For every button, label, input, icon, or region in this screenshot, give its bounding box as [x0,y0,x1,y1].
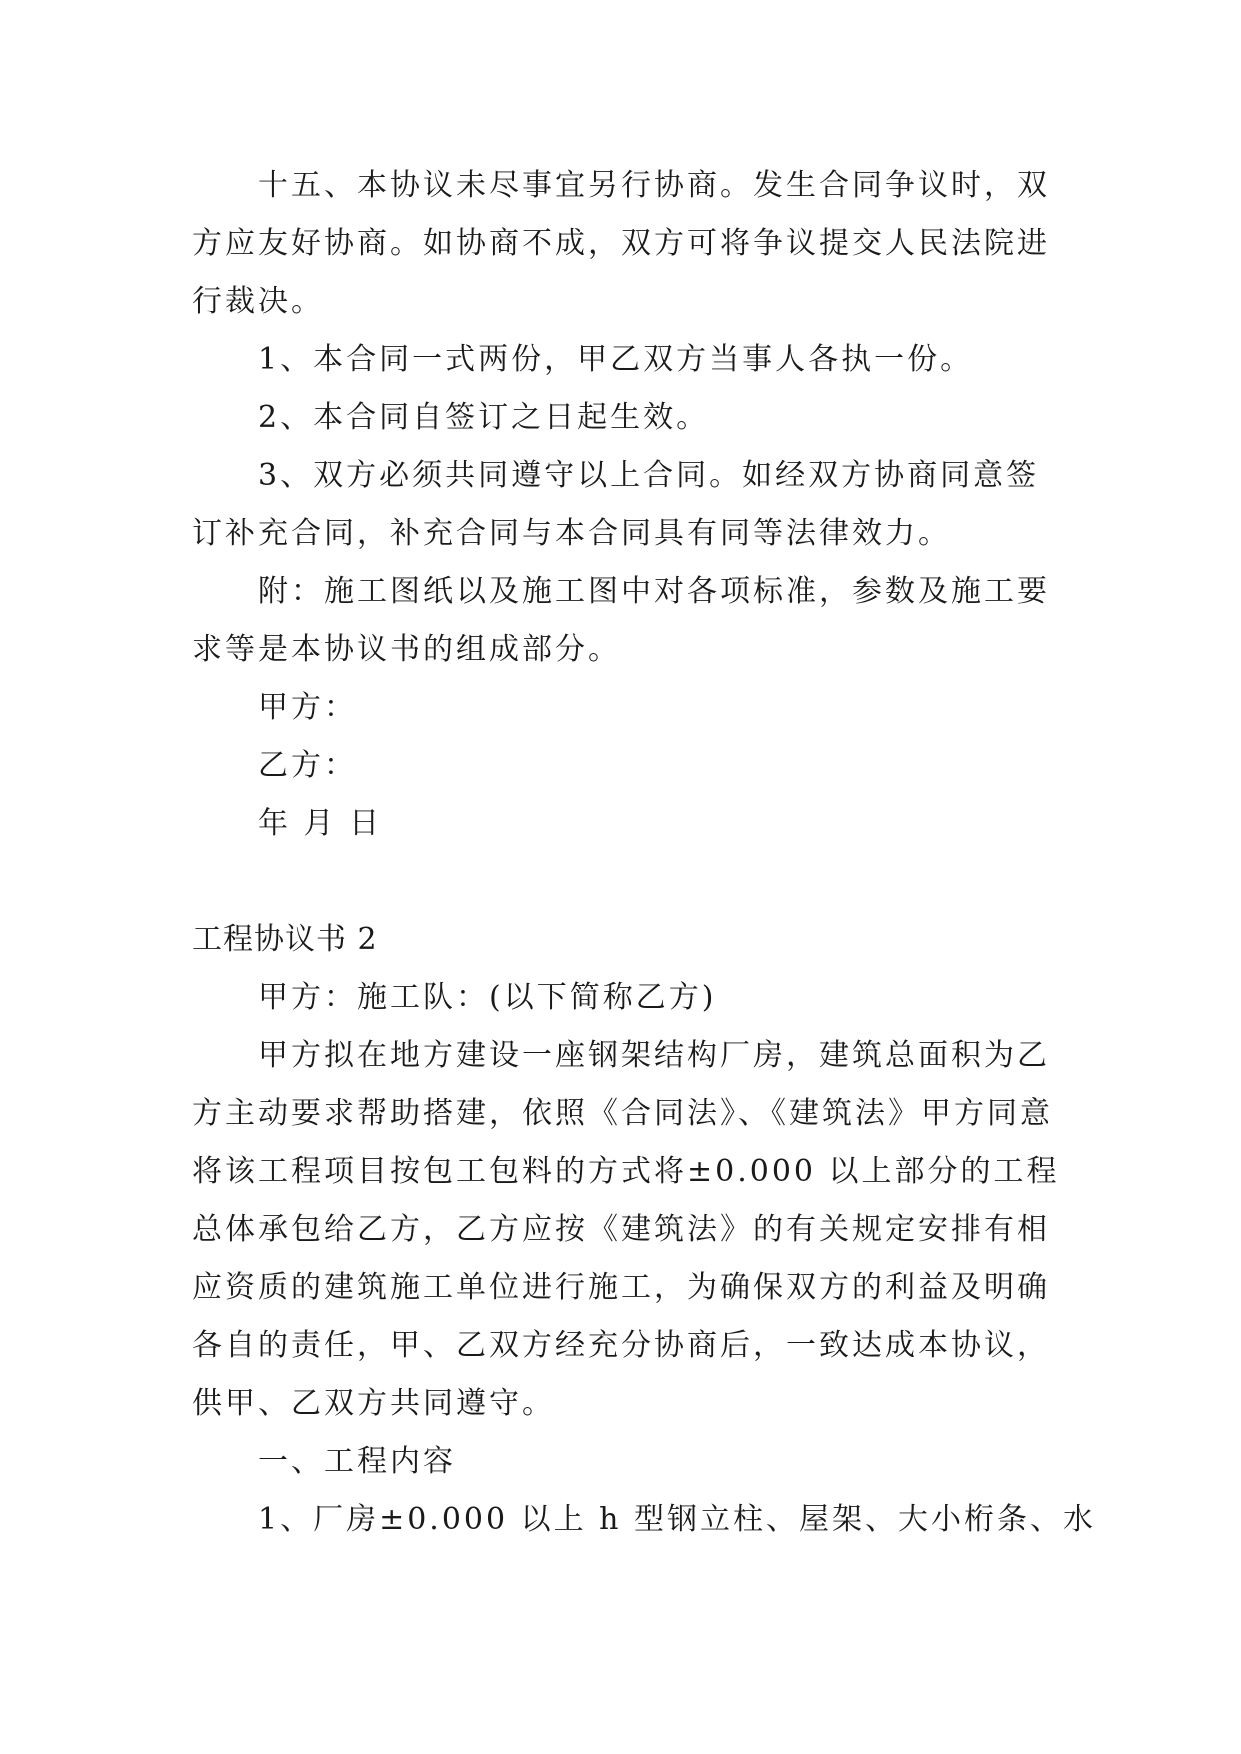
section-title: 工程协议书 2 [192,922,378,957]
paragraph-line: 行裁决。 [192,284,324,319]
paragraph-line: 十五、本协议未尽事宜另行协商。发生合同争议时，双 [258,168,1050,203]
subsection-heading: 一、工程内容 [258,1444,456,1479]
paragraph-line: 1、本合同一式两份，甲乙双方当事人各执一份。 [258,342,974,377]
paragraph-line: 1、厂房±0.000 以上 h 型钢立柱、屋架、大小桁条、水 [258,1502,1097,1537]
paragraph-line: 供甲、乙双方共同遵守。 [192,1386,555,1421]
paragraph-line: 求等是本协议书的组成部分。 [192,632,621,667]
paragraph-line: 附：施工图纸以及施工图中对各项标准，参数及施工要 [258,574,1050,609]
paragraph-line: 总体承包给乙方，乙方应按《建筑法》的有关规定安排有相 [192,1212,1050,1247]
paragraph-line: 各自的责任，甲、乙双方经充分协商后，一致达成本协议， [192,1328,1050,1363]
paragraph-line: 订补充合同，补充合同与本合同具有同等法律效力。 [192,516,951,551]
paragraph-line: 方主动要求帮助搭建，依照《合同法》、《建筑法》甲方同意 [192,1096,1053,1131]
paragraph-line: 甲方拟在地方建设一座钢架结构厂房，建筑总面积为乙 [258,1038,1050,1073]
paragraph-line: 方应友好协商。如协商不成，双方可将争议提交人民法院进 [192,226,1050,261]
paragraph-line: 3、双方必须共同遵守以上合同。如经双方协商同意签 [258,458,1040,493]
paragraph-line: 将该工程项目按包工包料的方式将±0.000 以上部分的工程 [192,1154,1060,1189]
paragraph-line: 2、本合同自签订之日起生效。 [258,400,710,435]
date-line: 年 月 日 [258,806,383,841]
party-a-signature-line: 甲方： [258,690,357,725]
parties-line: 甲方：施工队：(以下简称乙方) [258,980,717,1015]
paragraph-line: 应资质的建筑施工单位进行施工，为确保双方的利益及明确 [192,1270,1050,1305]
party-b-signature-line: 乙方： [258,748,357,783]
